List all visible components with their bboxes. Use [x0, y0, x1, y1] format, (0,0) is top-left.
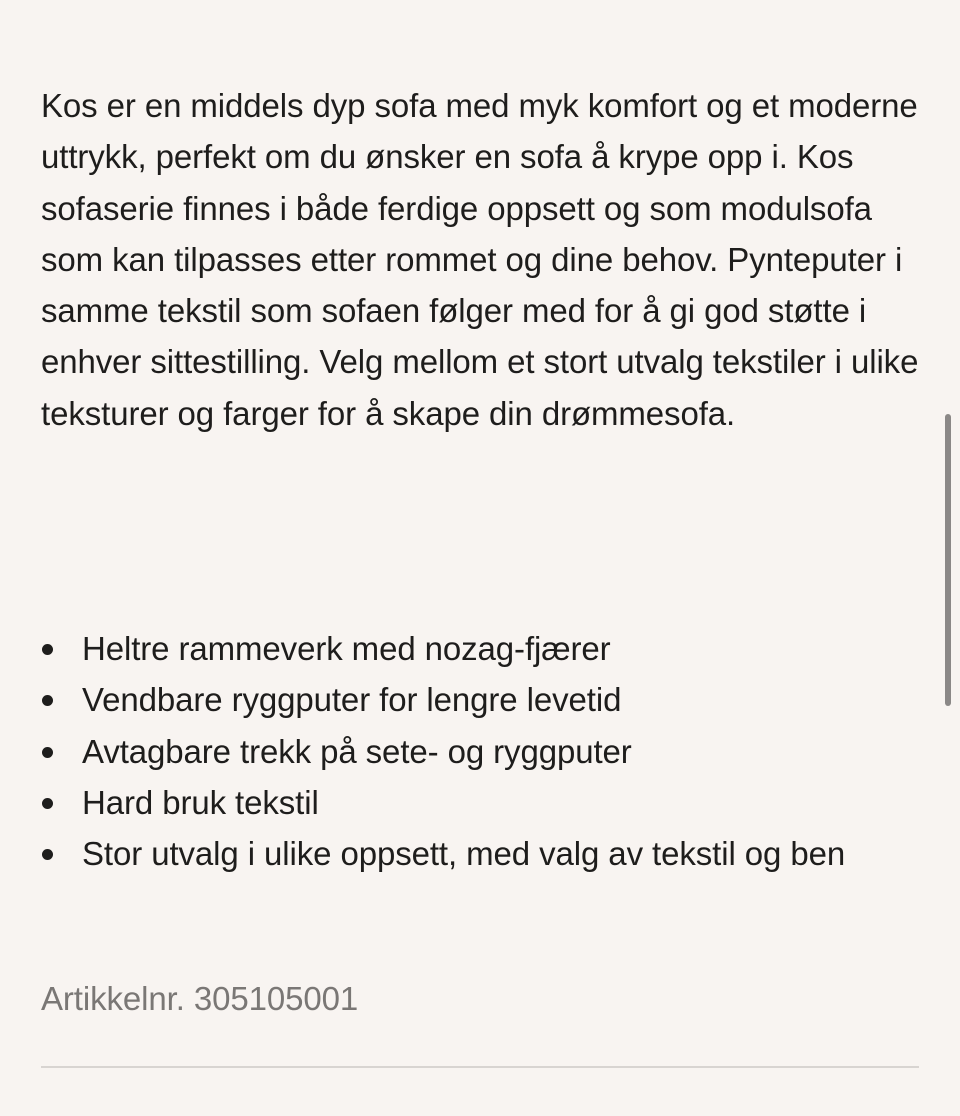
- feature-text: Avtagbare trekk på sete- og ryggputer: [82, 732, 632, 770]
- article-number: Artikkelnr. 305105001: [41, 980, 359, 1017]
- list-item: [41, 828, 901, 879]
- bullet-icon: [42, 798, 53, 809]
- bullet-icon: [42, 747, 53, 758]
- feature-list: [41, 623, 901, 879]
- feature-text: Hard bruk tekstil: [82, 783, 319, 821]
- bullet-icon: [42, 695, 53, 706]
- list-item: [41, 777, 901, 828]
- bullet-icon: [42, 849, 53, 860]
- bullet-icon: [42, 644, 53, 655]
- scrollbar-thumb[interactable]: [945, 414, 951, 706]
- product-details: [41, 80, 921, 1017]
- list-item: [41, 674, 901, 725]
- product-description: Kos er en middels dyp sofa med myk komfort og et moderne uttrykk, perfekt om du ønsker en sofa å krype opp i. Kos sofaserie finnes i både ferdige oppsett og som modulsofa som kan tilpasses etter rommet og dine behov. Pynteputer i samme tekstil som sofaen følger med for å gi god støtte i enhver sittestilling. Velg mellom et stort utvalg tekstiler i ulike teksturer og farger for å skape din drømmesofa.: [41, 87, 919, 432]
- section-divider: [41, 1066, 919, 1068]
- feature-text: Heltre rammeverk med nozag-fjærer: [82, 630, 611, 667]
- list-item: [41, 726, 901, 777]
- list-item: [41, 623, 901, 674]
- feature-text: Stor utvalg i ulike oppsett, med valg av tekstil og ben: [82, 835, 846, 873]
- feature-text: Vendbare ryggputer for lengre levetid: [82, 681, 622, 719]
